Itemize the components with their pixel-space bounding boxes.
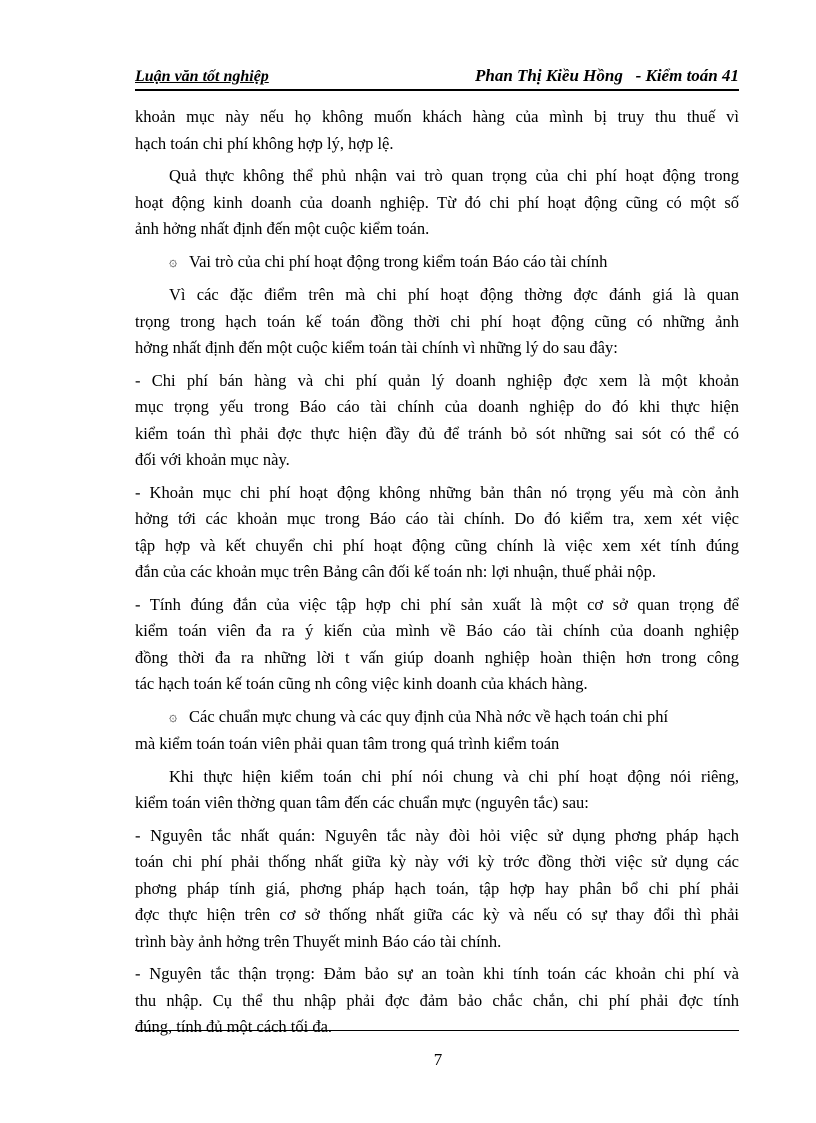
text-line: hạch toán chi phí không hợp lý, hợp lệ. <box>135 133 394 153</box>
text-line: phơng pháp tính giá, phơng pháp hạch toán, tập hợp hay phân bổ chi phí phải <box>135 878 739 898</box>
text-line: trọng trong hạch toán kế toán đồng thời chi phí hoạt động cũng có những ảnh <box>135 311 739 331</box>
header-author-label: Phan Thị Kiều Hồng - Kiểm toán 41 <box>474 66 739 85</box>
paragraph-9 <box>135 961 739 1041</box>
flower-bullet-icon: ۞ <box>169 254 178 270</box>
text-line: tác hạch toán kế toán cũng nh công việc kinh doanh của khách hàng. <box>135 674 588 693</box>
text-line: - Tính đúng đắn của việc tập hợp chi phí sản xuất là một cơ sở quan trọng để <box>135 594 739 614</box>
text-line: hởng tới các khoản mục trong Báo cáo tài chính. Do đó kiểm tra, xem xét việc <box>135 509 739 528</box>
header-divider <box>135 89 739 91</box>
flower-bullet-icon: ۞ <box>169 709 178 725</box>
heading-text: Các chuẩn mực chung và các quy định của Nhà nớc về hạch toán chi phí <box>189 706 669 726</box>
text-line: đắn của các khoản mục trên Bảng cân đối kế toán nh: lợi nhuận, thuế phải nộp. <box>135 562 656 581</box>
text-line: Vì các đặc điểm trên mà chi phí hoạt động thờng đợc đánh giá là quan <box>169 285 739 304</box>
section-heading-role <box>135 249 739 277</box>
text-line: khoản mục này nếu họ không muốn khách hàng của mình bị truy thu thuế vì <box>135 107 739 126</box>
text-line: đồng thời đa ra những lời t vấn giúp doanh nghiệp hoàn thiện hơn trong công <box>135 647 739 667</box>
text-line: đúng, tính đủ một cách tối đa. <box>135 1017 333 1036</box>
paragraph-8 <box>135 823 739 956</box>
text-line: ảnh hởng nhất định đến một cuộc kiểm toán. <box>135 219 430 238</box>
text-line: - Chi phí bán hàng và chi phí quản lý doanh nghiệp đợc xem là một khoản <box>135 370 739 390</box>
paragraph-2 <box>135 163 739 243</box>
text-line: toán chi phí phải thống nhất giữa kỳ này với kỳ trớc đồng thời việc sử dụng các <box>135 852 739 871</box>
paragraph-4 <box>135 368 739 474</box>
text-line: hoạt động kinh doanh của doanh nghiệp. Từ đó chi phí hoạt động cũng có một số <box>135 192 739 212</box>
text-line: đối với khoản mục này. <box>135 450 290 469</box>
paragraph-7 <box>135 764 739 817</box>
header-thesis-label: Luận văn tốt nghiệp <box>135 68 269 85</box>
paragraph-5 <box>135 480 739 586</box>
document-body <box>135 104 739 1047</box>
page-header <box>135 64 739 90</box>
heading-text: Vai trò của chi phí hoạt động trong kiểm toán Báo cáo tài chính <box>189 251 608 271</box>
text-line: - Nguyên tắc thận trọng: Đảm bảo sự an toàn khi tính toán các khoản chi phí và <box>135 964 739 983</box>
text-line: kiểm toán thì phải đợc thực hiện đầy đủ để tránh bỏ sót những sai sót có thể có <box>135 423 739 443</box>
heading-text-continued: mà kiểm toán toán viên phải quan tâm trong quá trình kiểm toán <box>135 734 560 753</box>
text-line: tập hợp và kết chuyển chi phí hoạt động cũng chính là việc xem xét tính đúng <box>135 535 739 555</box>
text-line: Quả thực không thể phủ nhận vai trò quan trọng của chi phí hoạt động trong <box>169 166 739 185</box>
page-number: 7 <box>433 1050 443 1069</box>
text-line: trình bày ảnh hởng trên Thuyết minh Báo cáo tài chính. <box>135 931 502 951</box>
paragraph-6 <box>135 592 739 698</box>
paragraph-3 <box>135 282 739 362</box>
text-line: hởng nhất định đến một cuộc kiểm toán tài chính vì những lý do sau đây: <box>135 338 618 357</box>
text-line: mục trọng yếu trong Báo cáo tài chính của doanh nghiệp do đó khi thực hiện <box>135 397 739 416</box>
text-line: Khi thực hiện kiểm toán chi phí nói chung và chi phí hoạt động nói riêng, <box>169 766 739 786</box>
text-line: kiểm toán viên đa ra ý kiến của mình về Báo cáo tài chính của doanh nghiệp <box>135 621 739 640</box>
paragraph-1 <box>135 104 739 157</box>
text-line: đợc thực hiện trên cơ sở thống nhất giữa các kỳ và nếu có sự thay đổi thì phải <box>135 905 739 924</box>
footer-divider <box>135 1030 739 1031</box>
text-line: - Nguyên tắc nhất quán: Nguyên tắc này đòi hỏi việc sử dụng phơng pháp hạch <box>135 825 739 845</box>
text-line: - Khoản mục chi phí hoạt động không những bản thân nó trọng yếu mà còn ảnh <box>135 482 739 502</box>
text-line: thu nhập. Cụ thể thu nhập phải đợc đảm bảo chắc chắn, chi phí phải đợc tính <box>135 990 739 1010</box>
section-heading-standards <box>135 704 739 758</box>
text-line: kiểm toán viên thờng quan tâm đến các chuẩn mực (nguyên tắc) sau: <box>135 793 589 812</box>
